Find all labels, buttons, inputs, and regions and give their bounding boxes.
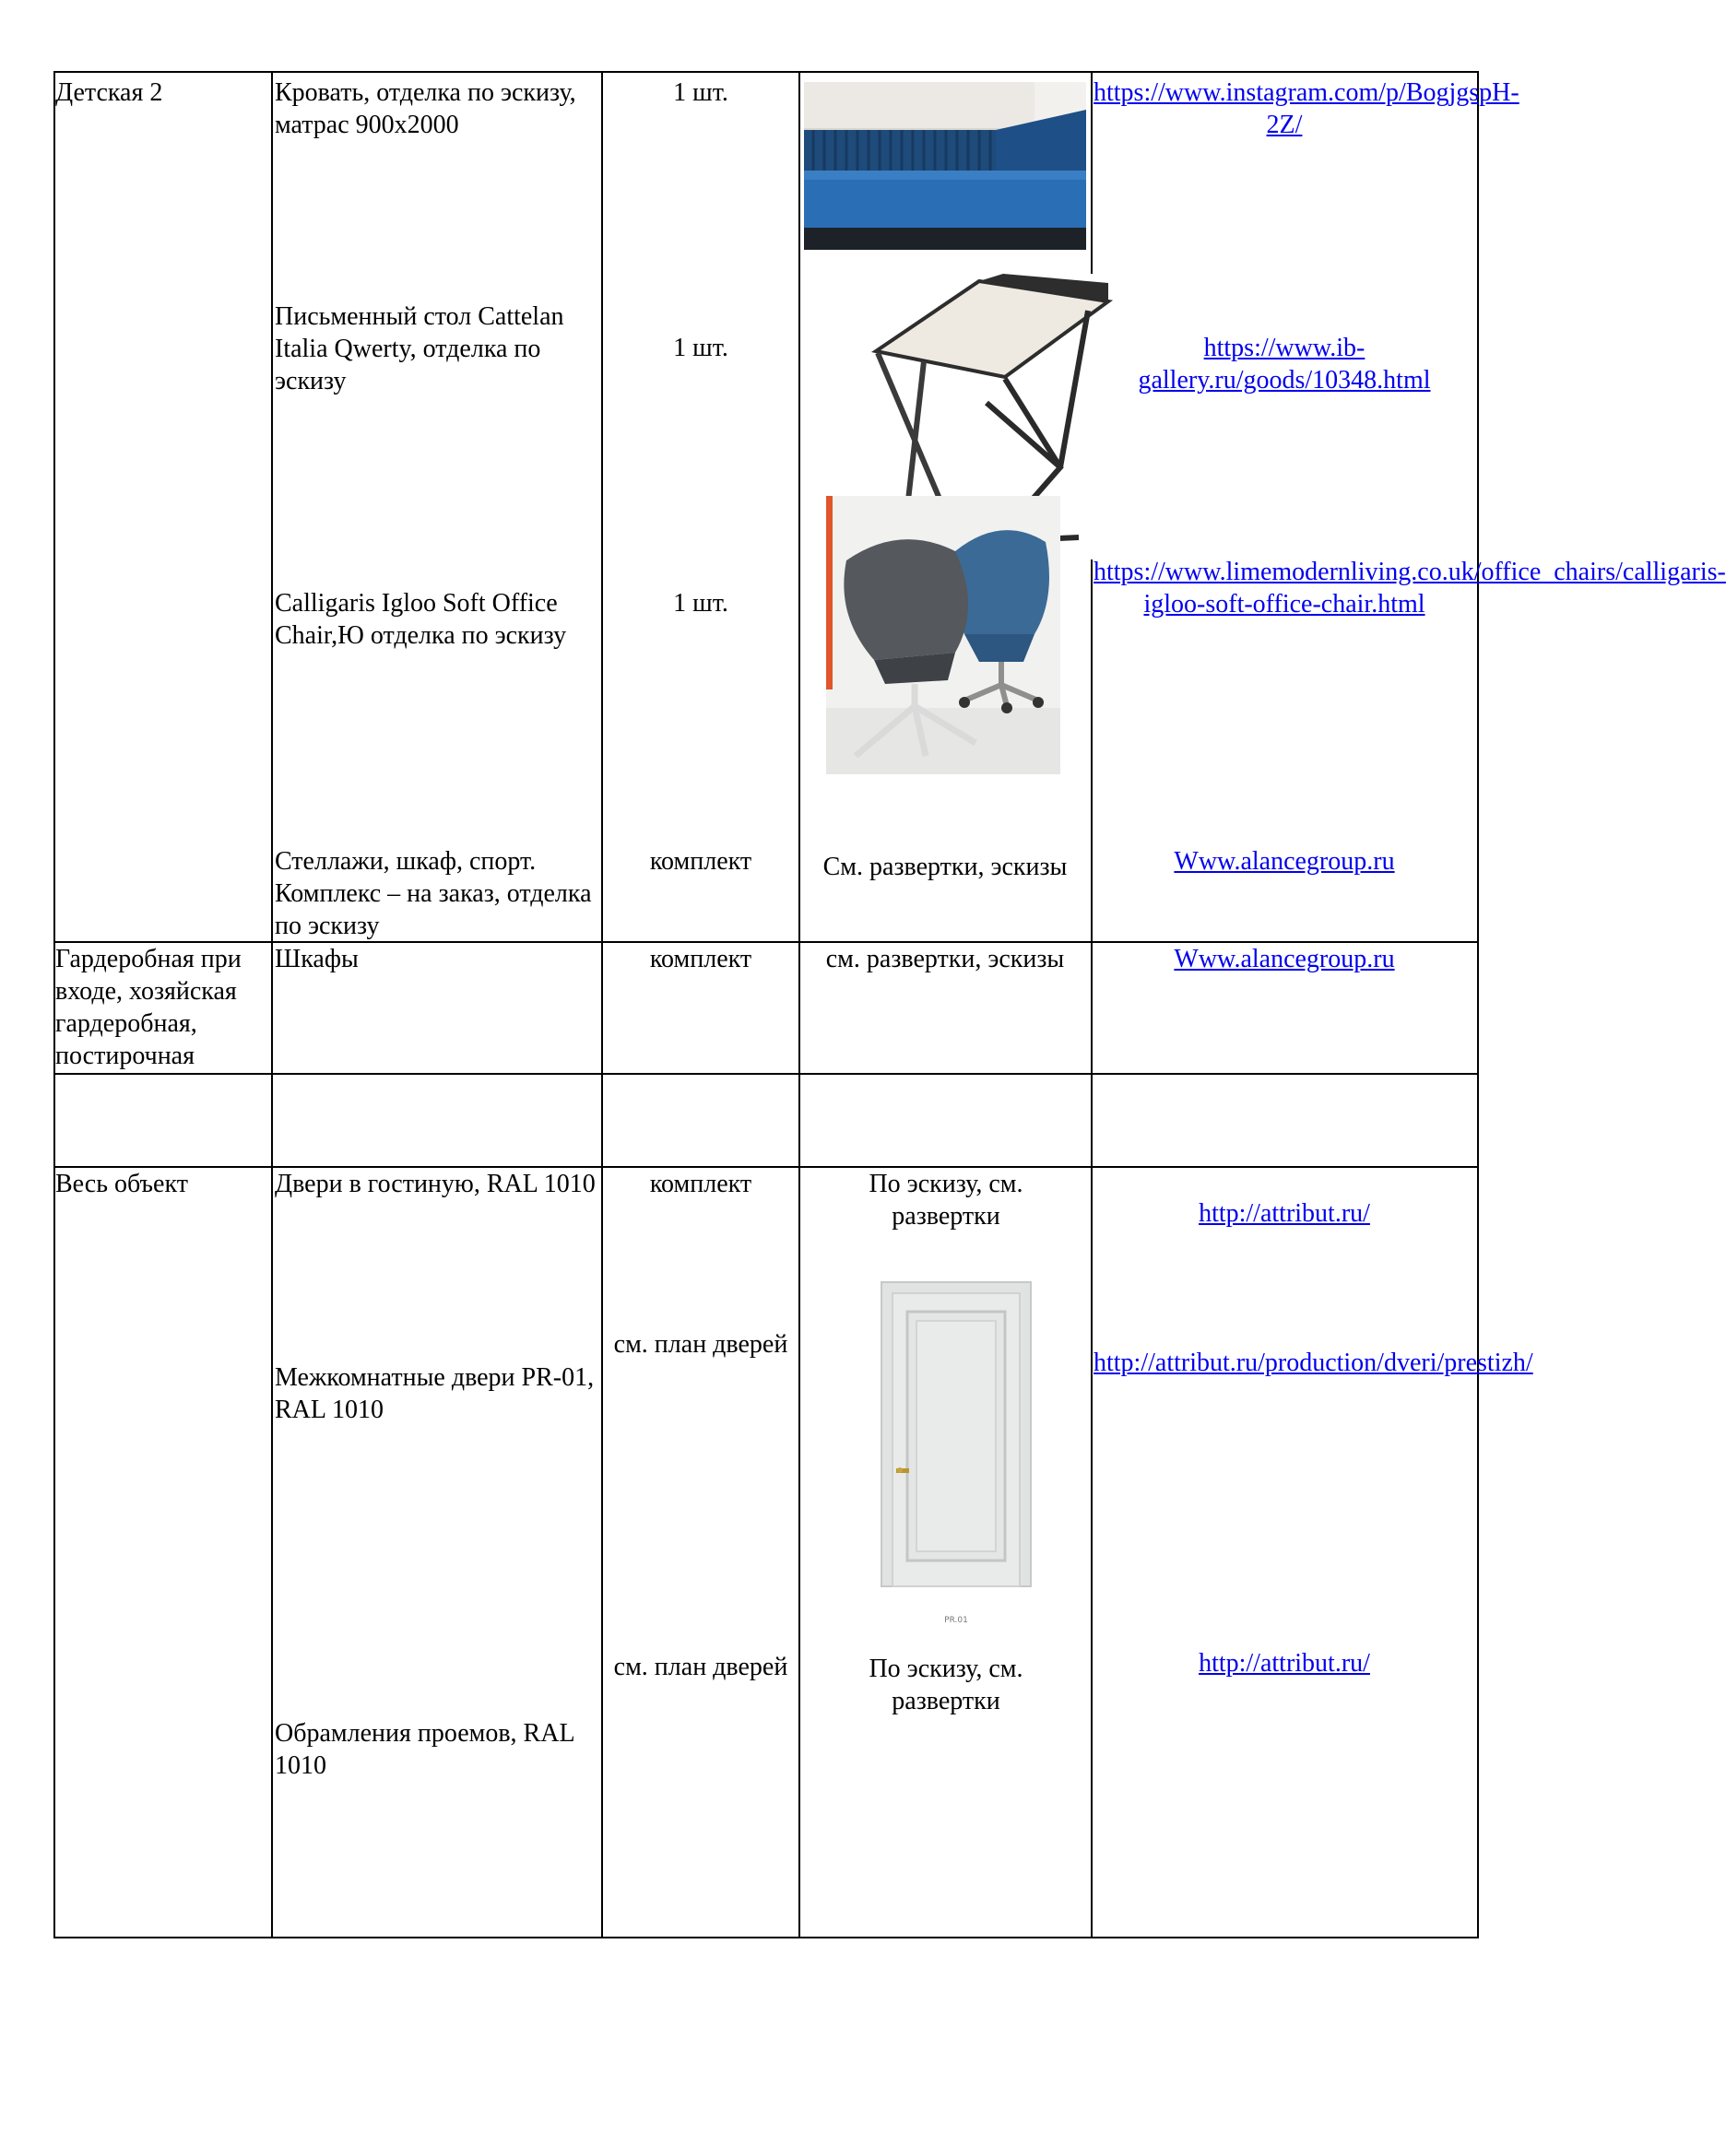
grid-line bbox=[271, 71, 273, 1938]
grid-line bbox=[53, 1073, 1479, 1075]
product-link[interactable]: Www.alancegroup.ru bbox=[1174, 847, 1395, 876]
item-note: По эскизу, см. развертки bbox=[869, 1655, 1023, 1715]
product-link[interactable]: https://www.instagram.com/p/BogjgspH-2Z/ bbox=[1094, 78, 1519, 139]
room-name: Детская 2 bbox=[55, 78, 163, 107]
grid-line bbox=[1477, 71, 1479, 1938]
product-link[interactable]: http://attribut.ru/ bbox=[1199, 1199, 1370, 1228]
product-link[interactable]: Www.alancegroup.ru bbox=[1174, 945, 1395, 973]
item-quantity: комплект bbox=[649, 847, 752, 876]
item-note: По эскизу, см. развертки bbox=[869, 1170, 1023, 1231]
item-name: Calligaris Igloo Soft Office Chair,Ю отделка по эскизу bbox=[275, 589, 567, 650]
item-name: Письменный стол Cattelan Italia Qwerty, отделка по эскизу bbox=[275, 302, 564, 395]
grid-line bbox=[53, 1937, 1479, 1938]
item-name: Стеллажи, шкаф, спорт. Комплекс – на заказ, отделка по эскизу bbox=[275, 847, 592, 940]
product-link[interactable]: https://www.limemodernliving.co.uk/office_chairs/calligaris-igloo-soft-office-chair.html bbox=[1094, 558, 1726, 619]
door-image-caption: PR.01 bbox=[944, 1616, 968, 1625]
item-name: Обрамления проемов, RAL 1010 bbox=[275, 1719, 574, 1780]
room-name: Весь объект bbox=[55, 1170, 188, 1198]
item-name: Кровать, отделка по эскизу, матрас 900х2000 bbox=[275, 78, 576, 139]
product-link[interactable]: http://attribut.ru/production/dveri/prestizh/ bbox=[1094, 1349, 1533, 1377]
item-quantity: 1 шт. bbox=[673, 334, 728, 362]
grid-line bbox=[53, 71, 1479, 73]
item-quantity: 1 шт. bbox=[673, 78, 728, 107]
item-name: Межкомнатные двери PR-01, RAL 1010 bbox=[275, 1363, 595, 1424]
item-quantity: комплект bbox=[649, 945, 752, 973]
product-link[interactable]: http://attribut.ru/ bbox=[1199, 1649, 1370, 1678]
office-chairs-image bbox=[826, 496, 1060, 774]
interior-door-image bbox=[869, 1280, 1044, 1612]
item-note: См. развертки, эскизы bbox=[822, 853, 1068, 881]
room-name: Гардеробная при входе, хозяйская гардеробная, постирочная bbox=[55, 945, 242, 1070]
grid-line bbox=[798, 71, 800, 1938]
item-quantity: 1 шт. bbox=[673, 589, 728, 618]
item-quantity: см. план дверей bbox=[613, 1330, 788, 1359]
item-quantity: см. план дверей bbox=[613, 1653, 788, 1681]
furniture-specification-table bbox=[53, 71, 1726, 1938]
product-link[interactable]: https://www.ib-gallery.ru/goods/10348.html bbox=[1138, 334, 1431, 395]
item-name: Шкафы bbox=[275, 945, 359, 973]
blue-bed-image bbox=[804, 82, 1086, 250]
item-quantity: комплект bbox=[649, 1170, 752, 1198]
item-note: см. развертки, эскизы bbox=[825, 945, 1065, 973]
item-name: Двери в гостиную, RAL 1010 bbox=[275, 1170, 596, 1198]
